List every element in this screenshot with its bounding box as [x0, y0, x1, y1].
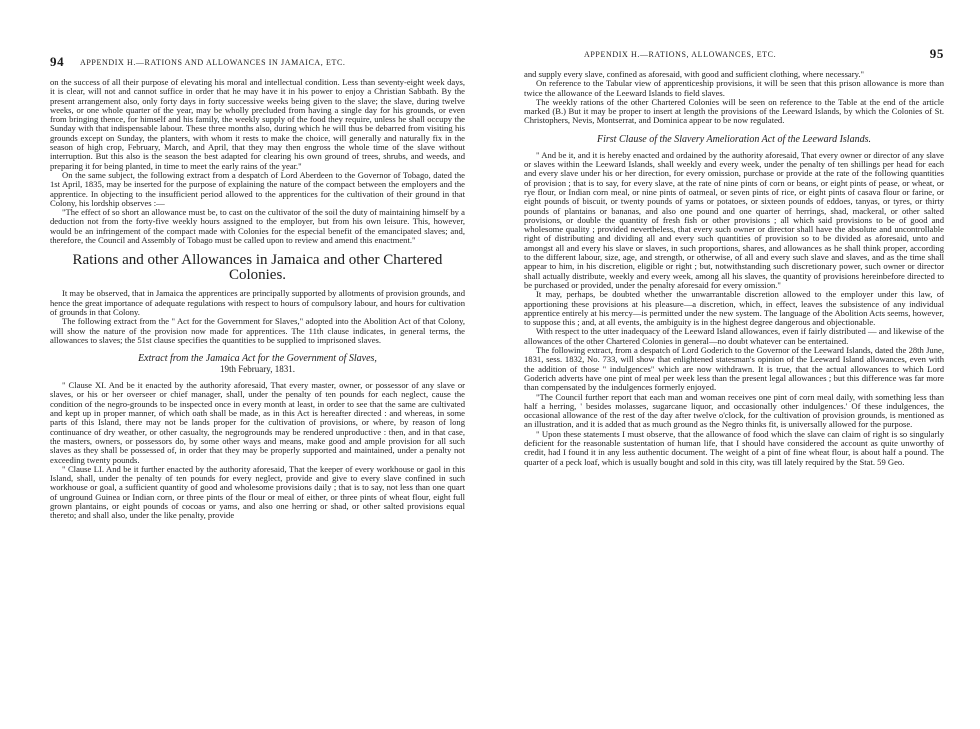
extract-date: 19th February, 1831.	[220, 364, 295, 375]
quote-paragraph: " And be it, and it is hereby enacted and ordained by the authority aforesaid, That every owner or director of any slave or slaves within the Leeward Islands, shall weekly and every week, under the penalty of ten shillings per head for each and every slave under his or her direction, for every omission, purchase or provide at the rate of the following quantities of provision ; that is to say, for every slave, at the rate of nine pints of corn or beans, or eight pints of pease, or wheat, or rye flour, or Indian corn meal, or nine pints of oatmeal, or seven pints of rice, or eight pints of casava flour or farine, or eight pounds of biscuit, or twenty pounds of yams or potatoes, or sixteen pounds of eddoes, tanyas, or tyres, or thirty pounds of plantains or bananas, and also one pound and one quarter of herrings, shad, mackeral, or other salted provisions, or double the quantity of fresh fish or other provisions ; all which said provisions to be of good and wholesome quality ; provided nevertheless, that every such owner or director shall have the absolute and uncontrollable right of distributing and dividing all and every such quantities of provision so to be divided as aforesaid, unto and amongst all and every his slave or slaves, in such proportions, shares, and allowances as he shall think proper, according to the different labour, size, age, and strength, or otherwise, of all and every such slave and slaves, and as the time shall appear to him, in his discretion, eligible or right ; but, notwithstanding such discretionary power, such owner or director shall actually distribute, weekly and every week, among all his slaves, the quantity of provisions hereinbefore directed to be purchased or provided, under the penalty aforesaid for every omission."	[524, 149, 944, 290]
paragraph: and supply every slave, confined as aforesaid, with good and sufficient clothing, where necessary."	[524, 69, 864, 79]
paragraph: On reference to the Tabular view of apprenticeship provisions, it will be seen that this prison allowance is more than twice the allowance of the Leeward Islands to field slaves.	[524, 78, 944, 98]
paragraph: on the success of all their purpose of elevating his moral and intellectual condition. Less than seventy-eight week days, it is clear, will not and cannot suffice in order that he may have it in his power to enjoy a Christian Sabbath. By the present arrangement also, only forty days in forty successive weeks being given to the slave; the slave, during twelve weeks, or one whole quarter of the year, may be wholly precluded from having a single day for his grounds, or even from bringing thence, for himself and his family, the weekly supply of the food they require, unless he shall occupy the Sunday with that indispensable labour. These three months also, during which he will thus be debarred from visiting his grounds except on Sunday, the planters, with whom it rests to make the choice, will generally and naturally fix in the season of high crop, February, March, and April, that they may then engross the whole time of the slave without interruption. But this also is the season the best adapted for clearing his own ground of trees, shrubs, and weeds, and preparing it for being planted, in time to meet the early rains of the year."	[50, 77, 465, 171]
running-head: APPENDIX H.—RATIONS AND ALLOWANCES IN JAMAICA, ETC.	[80, 58, 346, 67]
section-heading: Rations and other Allowances in Jamaica and other Chartered Colonies.	[72, 252, 443, 284]
right-page-text	[524, 70, 944, 467]
right-page	[490, 0, 980, 729]
section-heading: First Clause of the Slavery Amelioration Act of the Leeward Islands.	[597, 133, 871, 145]
extract-heading	[50, 353, 465, 375]
extract-title: Extract from the Jamaica Act for the Government of Slaves,	[138, 353, 377, 365]
paragraph: The weekly rations of the other Chartered Colonies will be seen on reference to the Table at the end of the article marked (B.) But it may be proper to insert at length the provisions of the Leeward Islands, by which the Colonies of St. Christophers, Nevis, Montserrat, and Dominica appear to be now regulated.	[524, 96, 944, 126]
paragraph: The following extract from the " Act for the Government for Slaves," adopted into the Abolition Act of that Colony, will show the nature of the provision now made for apprentices. The 11th clause indicates, in general terms, the allowances to slaves; the 51st clause specifies the quantities to be supplied to imprisoned slaves.	[50, 316, 465, 345]
page-number: 95	[929, 46, 944, 61]
quote-paragraph: "The Council further report that each man and woman receives one pint of corn meal daily, with something less than half a herring, ' besides molasses, sugarcane liquor, and occasionally other indulgences.' Of these indulgences, the occasional allowance of the rest of the day after twelve o'clock, for the cultivation of provision grounds, is mentioned as an illustration, and it is added that as much ground as the Negro thinks fit, is universally allowed for the purpose.	[524, 391, 944, 430]
running-head: APPENDIX H.—RATIONS, ALLOWANCES, ETC.	[584, 50, 777, 59]
paragraph: It may be observed, that in Jamaica the apprentices are principally supported by allotments of provision grounds, and hence the great importance of adequate regulations with respect to hours of compulsory labour, and hours for cultivation of grounds in that Colony.	[50, 288, 465, 317]
page-number: 94	[50, 54, 65, 69]
paragraph: On the same subject, the following extract from a despatch of Lord Aberdeen to the Governor of Tobago, dated the 1st April, 1835, may be inserted for the purpose of explaining the nature of the compact between the employers and the apprentice. In objecting to the insufficient period allowed to the apprentices for the cultivation of their ground in that Colony, his lordship observes :—	[50, 169, 465, 208]
quote-paragraph: "The effect of so short an allowance must be, to cast on the cultivator of the soil the duty of maintaining himself by a deduction not from the forty-five weekly hours assigned to the employer, but from his own leisure. This, however, would be an infringement of the compact made with Colonies for the especial benefit of the emancipated slaves; and, therefore, the Council and Assembly of Tobago must be called upon to review and amend this enactment."	[50, 207, 465, 246]
paragraph: The following extract, from a despatch of Lord Goderich to the Governor of the Leeward Islands, dated the 28th June, 1831, sess. 1832, No. 733, will show that enlightened statesman's opinion of the Leeward Island allowances, even with the addition of those " indulgences" which are now withdrawn. It is true, that the actual allowances to which Lord Goderich adverts have one pint of meal per week less than the present legal allowances ; but this difference was far more than compensated by the indulgences formerly enjoyed.	[524, 345, 944, 393]
quote-paragraph: " Clause LI. And be it further enacted by the authority aforesaid, That the keeper of every workhouse or gaol in this Island, shall, under the penalty of ten pounds for every neglect, provide and give to every slave confined in such workhouse or goal, a sufficient quantity of good and wholesome provisions daily ; that is to say, not less than one quart of unground Guinea or Indian corn, or three pints of the flour or meal of either, or three pints of wheat flour, eight full grown plantains, or eight pounds of cocoas or yams, and also one herring or shad, or other salted provisions equal thereto; and shall also, under the like penalty, provide	[50, 463, 465, 521]
paragraph: With respect to the utter inadequacy of the Leeward Island allowances, even if fairly distributed — and likewise of the allowances of the other Chartered Colonies in general—no doubt whatever can be entertained.	[524, 326, 944, 346]
quote-paragraph: " Upon these statements I must observe, that the allowance of food which the slave can claim of right is so singularly deficient for the reasonable sustentation of human life, that I should have considered the account as quite unworthy of credit, had I found it in any less authentic document. The weight of a pint of fine wheat flour, is about half a pound. The quarter of a peck loaf, which is usually bought and sold in this city, was till lately required by the Stat. 59 Geo.	[524, 428, 944, 467]
left-page-text	[50, 78, 465, 521]
quote-paragraph: " Clause XI. And be it enacted by the authority aforesaid, That every master, owner, or possessor of any slave or slaves, or his or her overseer or chief manager, shall, under the penalty of ten pounds for each neglect, cause the condition of the negro-grounds to be inspected once in every month at least, in order to see that the same are cultivated and kept up in proper manner, of which oath shall be made, as in this Act is hereafter directed : and whereas, in some parts of this Island, there may not be lands proper for the cultivation of provisions, or where, by reason of long continuance of dry weather, or other casualty, the negrogrounds may be rendered unproductive : then, and in that case, the masters, owners, or possessors do, by some other ways and means, make good and ample provision for all such slaves as they shall be possessed of, in order that they may be properly supported and maintained, under a penalty not exceeding twenty pounds.	[50, 380, 465, 465]
paragraph: It may, perhaps, be doubted whether the unwarrantable discretion allowed to the employer under this law, of apportioning these provisions at his pleasure—a discretion, which, in effect, leaves the subsistence of any individual apprentice entirely at his mercy—is permitted under the new system. The language of the Abolition Acts seems, however, to suppose this ; and, at all events, the ambiguity is in the highest degree dangerous and objectionable.	[524, 289, 944, 328]
